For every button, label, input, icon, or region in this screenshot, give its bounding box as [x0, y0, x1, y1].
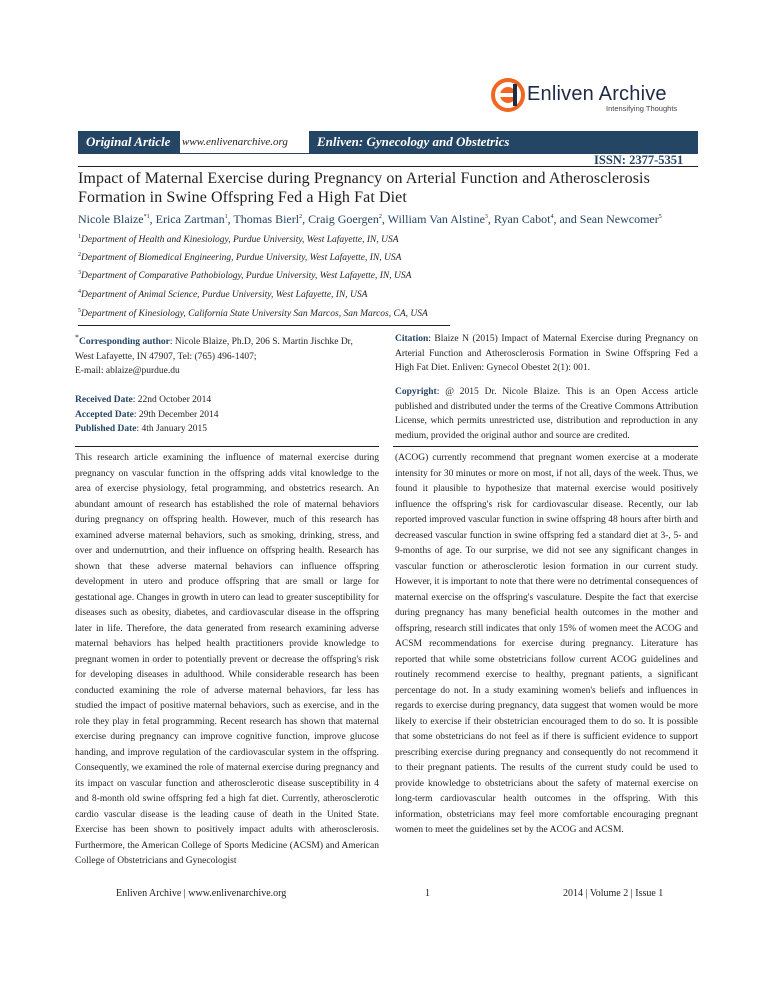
author-affiliation-marker: 1 [224, 214, 228, 220]
affiliation-number: 4 [78, 288, 81, 295]
affiliation-text: Department of Animal Science, Purdue University, West Lafayette, IN, USA [81, 290, 368, 300]
affiliation-text: Department of Kinesiology, California State University San Marcos, San Marcos, CA, USA [81, 309, 428, 319]
issn: ISSN: 2377-5351 [594, 153, 684, 167]
article-dates [75, 393, 375, 437]
affiliations-rule [78, 325, 450, 326]
author-affiliation-marker: 4 [550, 214, 554, 220]
title-top-rule [78, 166, 698, 167]
logo-tagline: Intensifying Thoughts [606, 104, 678, 113]
affiliation-text: Department of Health and Kinesiology, Purdue University, West Lafayette, IN, USA [81, 235, 399, 245]
enliven-logo-icon [491, 78, 525, 112]
author-name: Craig Goergen [308, 212, 379, 226]
author-name: Nicole Blaize [78, 212, 144, 226]
accepted-label: Accepted Date [75, 409, 134, 420]
published-label: Published Date [75, 424, 137, 434]
logo-brand: Enliven Archive [527, 83, 667, 105]
author-name: Thomas Bierl [233, 212, 300, 226]
affiliation-number: 5 [78, 307, 81, 314]
journal-url[interactable]: www.enlivenarchive.org [182, 136, 288, 148]
body-column-left [75, 451, 379, 870]
body-rule-left [75, 446, 379, 447]
correspondence: *Corresponding author: Nicole Blaize, Ph.D, 206 S. Martin Jischke Dr, West Lafayette, IN 47907, Tel: (765) 496-1407; E-mail: ablaize@purdue.du [75, 335, 375, 379]
affiliation [78, 290, 367, 300]
author-name: Sean Newcomer [579, 212, 659, 226]
author-affiliation-marker: 2 [299, 214, 303, 220]
correspondence-address: : Nicole Blaize, Ph.D, 206 S. Martin Jischke Dr, [169, 337, 353, 347]
journal-name-badge: Enliven: Gynecology and Obstetrics [309, 131, 698, 153]
footer-volume: 2014 | Volume 2 | Issue 1 [563, 888, 664, 899]
journal-logo[interactable] [491, 78, 711, 114]
article-type-badge: Original Article [78, 131, 180, 153]
published-date: : 4th January 2015 [136, 424, 207, 434]
citation [395, 332, 698, 376]
citation-label: Citation [395, 334, 429, 344]
copyright-label: Copyright [395, 387, 437, 397]
body-paragraph-right: (ACOG) currently recommend that pregnant women exercise at a moderate intensity for 30 minutes or more on most, if not all, days of the week. Thus, we found it plausible to hypothesize that maternal exercise would positively influence the offspring's risk for cardiovascular disease. Recently, our lab reported improved vascular function in swine offspring 48 hours after birth and decreased vascular function in swine offspring fed a standard diet at 3-, 5- and 9-months of age. To our surprise, we did not see any significant changes in vascular function or atherosclerotic lesion formation in our current study. However, it is important to note that there were no detrimental consequences of maternal exercise on the offspring's vasculature. Despite the fact that exercise during pregnancy has many beneficial health outcomes in the mother and offspring, research still indicates that only 15% of women meet the ACOG and ACSM recommendations for exercise during pregnancy. Literature has reported that while some obstetricians follow current ACOG guidelines and routinely recommend exercise to healthy, pregnant patients, a significant percentage do not. In a study examining women's beliefs and influences in regards to exercise during pregnancy, data suggest that women would be more likely to exercise if their obstetrician encouraged them to do so. It is possible that some obstetricians do not feel as if there is sufficient evidence to support prescribing exercise during pregnancy and consequently do not recommend it to their pregnant patients. The results of the current study could be used to provide knowledge to obstetricians about the safety of maternal exercise on long-term cardiovascular health outcomes in the offspring. With this information, obstetricians may feel more comfortable encouraging pregnant women to meet the guidelines set by the ACOG and ACSM. [395, 453, 698, 835]
author-list: Nicole Blaize$^{*1}$, Erica Zartman$^1$, Thomas Bierl$^2$, Craig Goergen$^2$, William Van Alstine$^3$, Ryan Cabot$^4$, and Sean Newcomer$^5$ [78, 212, 662, 226]
body-rule-right [393, 446, 698, 447]
body-paragraph-left: This research article examining the influence of maternal exercise during pregnancy on vascular function in the offspring adds vital knowledge to the area of exercise physiology, fetal programming, and obstetrics research. An abundant amount of research has established the role of maternal behaviors during pregnancy on offspring health. However, much of this research has examined adverse maternal behaviors, such as smoking, drinking, stress, and over and undernutrtion, and their influence on offspring health. Research has shown that these adverse maternal behaviors can influence offspring development in utero and produce offspring that are small or large for gestational age. Changes in growth in utero can lead to greater susceptibility for diseases such as obesity, diabetes, and cardiovascular disease in the offspring later in life. Therefore, the data generated from research examining adverse maternal behaviors has helped health practitioners provide knowledge to pregnant women in order to potentially prevent or decrease the offspring's risk for developing diseases in adulthood. While considerable research has been conducted examining the role of adverse maternal behaviors, far less has studied the impact of positive maternal behaviors, such as exercise, and in the role they play in fetal programming. Recent research has shown that maternal exercise during pregnancy can improve cognitive function, improve glucose handing, and improve regulation of the cardiovascular system in the offspring. Consequently, we examined the role of maternal exercise during pregnancy and its impact on vascular function and atherosclerotic disease susceptibility in 4 and 8-month old swine offspring fed a high fat diet. Currently, atherosclerotic cardio vascular disease is the leading cause of death in the United State. Exercise has been shown to positively impact adults with atherosclerosis. Furthermore, the American College of Sports Medicine (ACSM) and American College of Obstetricians and Gynecologist [75, 453, 379, 866]
copyright-text: : @ 2015 Dr. Nicole Blaize. This is an Open Access article published and distributed under the terms of the Creative Commons Attribution License, which permits unrestricted use, distribution and reproduction in any medium, provided the original author and source are credited. [395, 387, 698, 441]
affiliation [78, 309, 428, 319]
author-affiliation-marker: 3 [484, 214, 488, 220]
citation-text: : Blaize N (2015) Impact of Maternal Exercise during Pregnancy on Arterial Function and Atherosclerosis Formation in Swine Offspring Fed a High Fat Diet. Enliven: Gynecol Obestet 2(1): 001. [395, 334, 698, 373]
author-name: William Van Alstine [387, 212, 485, 226]
author-affiliation-marker: *1 [143, 214, 150, 220]
affiliation-text: Department of Biomedical Engineering, Purdue University, West Lafayette, IN, USA [81, 253, 402, 263]
affiliation-number: 2 [78, 251, 81, 258]
page-number: 1 [425, 888, 430, 899]
correspondence-contact: West Lafayette, IN 47907, Tel: (765) 496-1407; [75, 351, 257, 362]
author-name: Erica Zartman [155, 212, 225, 226]
author-affiliation-marker: 2 [378, 214, 382, 220]
affiliation-number: 3 [78, 269, 81, 276]
received-date: : 22nd October 2014 [132, 395, 212, 405]
author-affiliation-marker: 5 [658, 214, 662, 220]
affiliation [78, 253, 401, 263]
body-column-right [395, 451, 698, 839]
received-label: Received Date [75, 395, 133, 405]
affiliation [78, 271, 411, 281]
author-name: Ryan Cabot [493, 212, 551, 226]
affiliation [78, 235, 399, 245]
footer-publisher: Enliven Archive | www.enlivenarchive.org [116, 888, 287, 899]
copyright [395, 385, 698, 443]
affiliation-number: 1 [78, 233, 81, 240]
correspondence-label: Corresponding author [78, 337, 170, 347]
article-title: Impact of Maternal Exercise during Pregnancy on Arterial Function and Atherosclerosis Formation in Swine Offspring Fed a High Fat Diet [78, 170, 650, 206]
affiliation-text: Department of Comparative Pathobiology, Purdue University, West Lafayette, IN, USA [81, 271, 412, 281]
accepted-date: : 29th December 2014 [133, 409, 219, 420]
correspondence-email[interactable]: E-mail: ablaize@purdue.du [75, 366, 180, 376]
